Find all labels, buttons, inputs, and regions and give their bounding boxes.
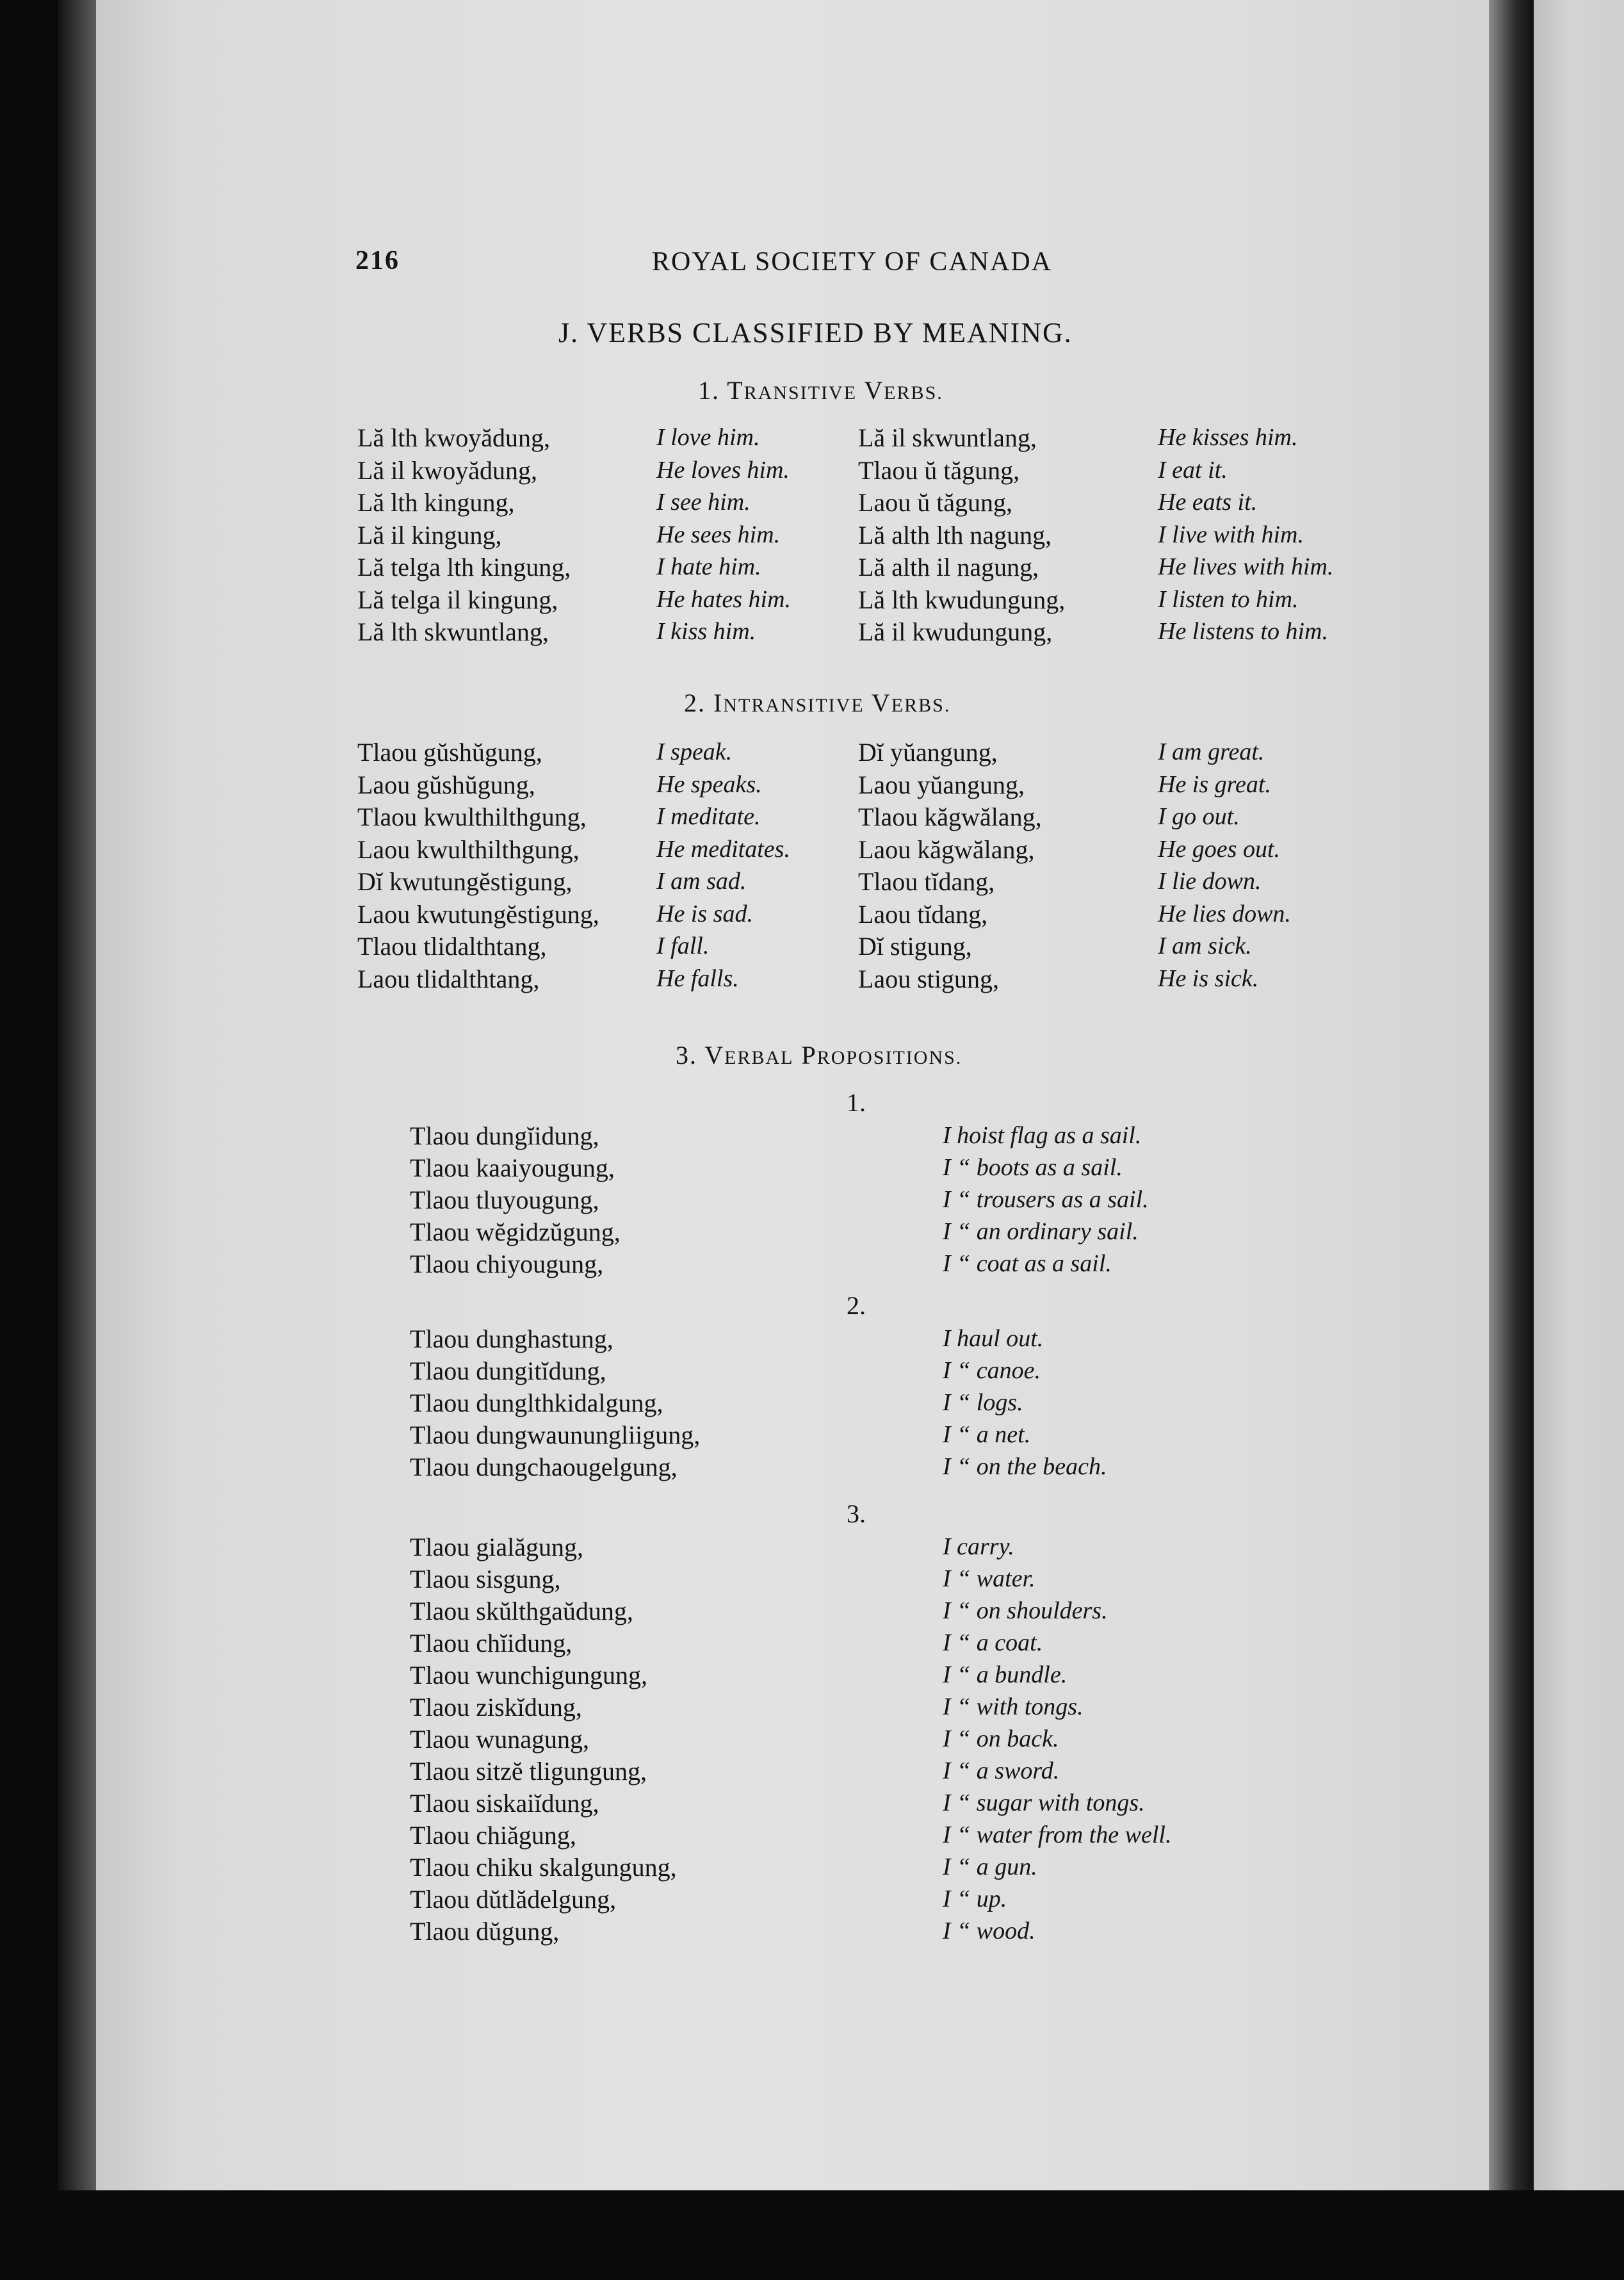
haida-verb-1: Lă lth skwuntlang, [357, 617, 549, 646]
haida-phrase: Tlaou dunglthkidalgung, [410, 1388, 663, 1417]
haida-phrase: Tlaou dungchaougelgung, [410, 1453, 678, 1481]
haida-verb-2: Tlaou ŭ tăgung, [858, 455, 1020, 485]
transitive-heading-sc1: RANSITIVE [743, 382, 857, 403]
english-gloss-1: He is sad. [656, 900, 753, 927]
english-gloss: I “ on back. [943, 1725, 1059, 1752]
propositions-heading [676, 1043, 962, 1068]
english-gloss: I “ canoe. [943, 1357, 1041, 1384]
transitive-heading-num: 1. [698, 376, 720, 405]
english-gloss-2: He goes out. [1158, 835, 1281, 863]
propositions-heading-num: 3. [676, 1041, 697, 1070]
haida-verb-2: Laou kăgwălang, [858, 835, 1035, 864]
haida-phrase: Tlaou sisgung, [410, 1565, 561, 1593]
haida-phrase: Tlaou dungitĭdung, [410, 1356, 606, 1385]
english-gloss-1: He sees him. [656, 521, 781, 548]
english-gloss: I “ a bundle. [943, 1661, 1068, 1688]
english-gloss-1: He hates him. [656, 585, 792, 613]
transitive-heading-cap1: T [727, 376, 744, 405]
haida-phrase: Tlaou dŭgung, [410, 1917, 560, 1946]
english-gloss: I hoist flag as a sail. [943, 1122, 1142, 1149]
haida-verb-2: Lă il skwuntlang, [858, 423, 1037, 452]
english-gloss-2: He is great. [1158, 770, 1271, 798]
haida-verb-2: Dĭ stigung, [858, 932, 972, 961]
english-gloss: I “ up. [943, 1885, 1007, 1912]
intransitive-heading-cap1: I [713, 688, 724, 717]
english-gloss-1: I kiss him. [656, 618, 756, 645]
english-gloss-2: He lives with him. [1158, 553, 1334, 580]
english-gloss-1: I hate him. [656, 553, 761, 580]
english-gloss: I “ a gun. [943, 1853, 1037, 1880]
haida-verb-1: Laou gŭshŭgung, [357, 770, 535, 799]
english-gloss-2: He listens to him. [1158, 618, 1328, 645]
english-gloss-2: He kisses him. [1158, 424, 1298, 451]
intransitive-heading-num: 2. [684, 688, 706, 717]
english-gloss: I “ wood. [943, 1918, 1035, 1944]
intransitive-heading-sc2: ERBS. [891, 695, 951, 716]
group-number: 2. [847, 1291, 866, 1320]
group-number: 1. [847, 1088, 866, 1117]
adjacent-page-edge [1534, 0, 1624, 2190]
haida-verb-2: Tlaou tĭdang, [858, 867, 995, 896]
haida-phrase: Tlaou dŭtlădelgung, [410, 1885, 617, 1914]
english-gloss-2: I live with him. [1158, 521, 1304, 548]
group-number: 3. [847, 1499, 866, 1528]
haida-verb-1: Laou kwutungĕstigung, [357, 899, 599, 929]
page-number: 216 [355, 246, 400, 275]
english-gloss: I “ an ordinary sail. [943, 1218, 1139, 1245]
haida-verb-1: Dĭ kwutungĕstigung, [357, 867, 572, 896]
propositions-heading-cap2: P [801, 1041, 817, 1070]
haida-verb-1: Tlaou kwulthilthgung, [357, 802, 587, 831]
haida-phrase: Tlaou tluyougung, [410, 1185, 599, 1214]
intransitive-heading-sc1: NTRANSITIVE [723, 695, 865, 716]
haida-phrase: Tlaou dungwaunungliigung, [410, 1421, 701, 1449]
english-gloss-2: I am great. [1158, 738, 1265, 765]
haida-verb-1: Laou kwulthilthgung, [357, 835, 580, 864]
haida-phrase: Tlaou wunagung, [410, 1725, 589, 1754]
haida-verb-1: Lă telga il kingung, [357, 585, 558, 614]
haida-verb-2: Lă alth il nagung, [858, 553, 1039, 582]
english-gloss-1: I meditate. [656, 803, 761, 830]
haida-verb-2: Tlaou kăgwălang, [858, 802, 1042, 831]
english-gloss: I “ logs. [943, 1389, 1023, 1416]
english-gloss-1: I speak. [656, 738, 733, 765]
section-title: J. VERBS CLASSIFIED BY MEANING. [558, 317, 1073, 348]
haida-phrase: Tlaou skŭlthgaŭdung, [410, 1597, 633, 1625]
haida-verb-2: Laou ŭ tăgung, [858, 488, 1013, 517]
english-gloss-1: He meditates. [656, 835, 790, 863]
haida-phrase: Tlaou dunghastung, [410, 1324, 613, 1353]
english-gloss-1: He loves him. [656, 456, 790, 484]
propositions-heading-sc2: ROPOSITIONS. [816, 1047, 962, 1068]
haida-verb-1: Lă telga lth kingung, [357, 553, 571, 582]
english-gloss-2: I go out. [1158, 803, 1240, 830]
english-gloss: I “ water from the well. [943, 1821, 1172, 1848]
english-gloss: I “ on shoulders. [943, 1597, 1108, 1624]
haida-phrase: Tlaou dungĭidung, [410, 1121, 599, 1150]
english-gloss-1: I fall. [656, 932, 710, 959]
haida-verb-1: Lă il kingung, [357, 520, 502, 550]
propositions-heading-cap1: V [704, 1041, 725, 1070]
haida-phrase: Tlaou chiku skalgungung, [410, 1853, 677, 1882]
haida-verb-1: Lă lth kingung, [357, 488, 515, 517]
english-gloss-1: He falls. [656, 965, 739, 992]
intransitive-heading-cap2: V [871, 688, 891, 717]
english-gloss-2: He eats it. [1158, 489, 1258, 516]
haida-verb-2: Laou stigung, [858, 964, 999, 993]
english-gloss: I carry. [943, 1533, 1014, 1560]
english-gloss: I “ water. [943, 1565, 1035, 1592]
english-gloss: I haul out. [943, 1325, 1044, 1352]
transitive-heading-cap2: V [864, 376, 884, 405]
haida-phrase: Tlaou ziskĭdung, [410, 1693, 582, 1722]
haida-phrase: Tlaou chiăgung, [410, 1821, 576, 1850]
haida-phrase: Tlaou siskaiĭdung, [410, 1789, 599, 1818]
english-gloss-2: I am sick. [1158, 932, 1252, 959]
haida-phrase: Tlaou chĭidung, [410, 1629, 572, 1657]
english-gloss: I “ a net. [943, 1421, 1031, 1448]
haida-verb-1: Lă il kwoyădung, [357, 455, 538, 485]
english-gloss: I “ with tongs. [943, 1693, 1084, 1720]
english-gloss: I “ trousers as a sail. [943, 1186, 1149, 1213]
haida-phrase: Tlaou sitzĕ tligungung, [410, 1757, 647, 1786]
propositions-heading-sc1: ERBAL [724, 1047, 794, 1068]
haida-phrase: Tlaou gialăgung, [410, 1533, 584, 1561]
haida-verb-2: Lă lth kwudungung, [858, 585, 1066, 614]
transitive-heading [698, 378, 943, 403]
running-title: ROYAL SOCIETY OF CANADA [652, 247, 1053, 277]
english-gloss-1: I see him. [656, 489, 751, 516]
english-gloss-1: He speaks. [656, 770, 762, 798]
haida-phrase: Tlaou kaaiyougung, [410, 1153, 615, 1182]
intransitive-heading [684, 690, 950, 716]
english-gloss: I “ a coat. [943, 1629, 1043, 1656]
english-gloss: I “ coat as a sail. [943, 1250, 1112, 1277]
transitive-heading-sc2: ERBS. [884, 382, 943, 403]
english-gloss: I “ a sword. [943, 1757, 1060, 1784]
english-gloss: I “ on the beach. [943, 1453, 1107, 1480]
binding-gutter [1489, 0, 1534, 2190]
english-gloss-2: I listen to him. [1158, 585, 1299, 613]
english-gloss-1: I am sad. [656, 868, 747, 895]
english-gloss-2: He lies down. [1158, 900, 1291, 927]
english-gloss-2: I eat it. [1158, 456, 1228, 484]
haida-phrase: Tlaou wunchigungung, [410, 1661, 648, 1690]
haida-verb-2: Dĭ yŭangung, [858, 738, 998, 767]
english-gloss: I “ sugar with tongs. [943, 1789, 1145, 1816]
english-gloss-2: He is sick. [1158, 965, 1259, 992]
english-gloss-1: I love him. [656, 424, 760, 451]
haida-verb-2: Laou tĭdang, [858, 899, 988, 929]
haida-verb-1: Tlaou gŭshŭgung, [357, 738, 542, 767]
haida-verb-2: Lă alth lth nagung, [858, 520, 1052, 550]
haida-verb-2: Lă il kwudungung, [858, 617, 1053, 646]
haida-verb-1: Laou tlidalthtang, [357, 964, 540, 993]
english-gloss: I “ boots as a sail. [943, 1154, 1123, 1181]
english-gloss-2: I lie down. [1158, 868, 1262, 895]
haida-verb-1: Tlaou tlidalthtang, [357, 932, 547, 961]
haida-phrase: Tlaou chiyougung, [410, 1250, 604, 1278]
haida-verb-1: Lă lth kwoyădung, [357, 423, 551, 452]
haida-verb-2: Laou yŭangung, [858, 770, 1025, 799]
haida-phrase: Tlaou wĕgidzŭgung, [410, 1217, 621, 1246]
